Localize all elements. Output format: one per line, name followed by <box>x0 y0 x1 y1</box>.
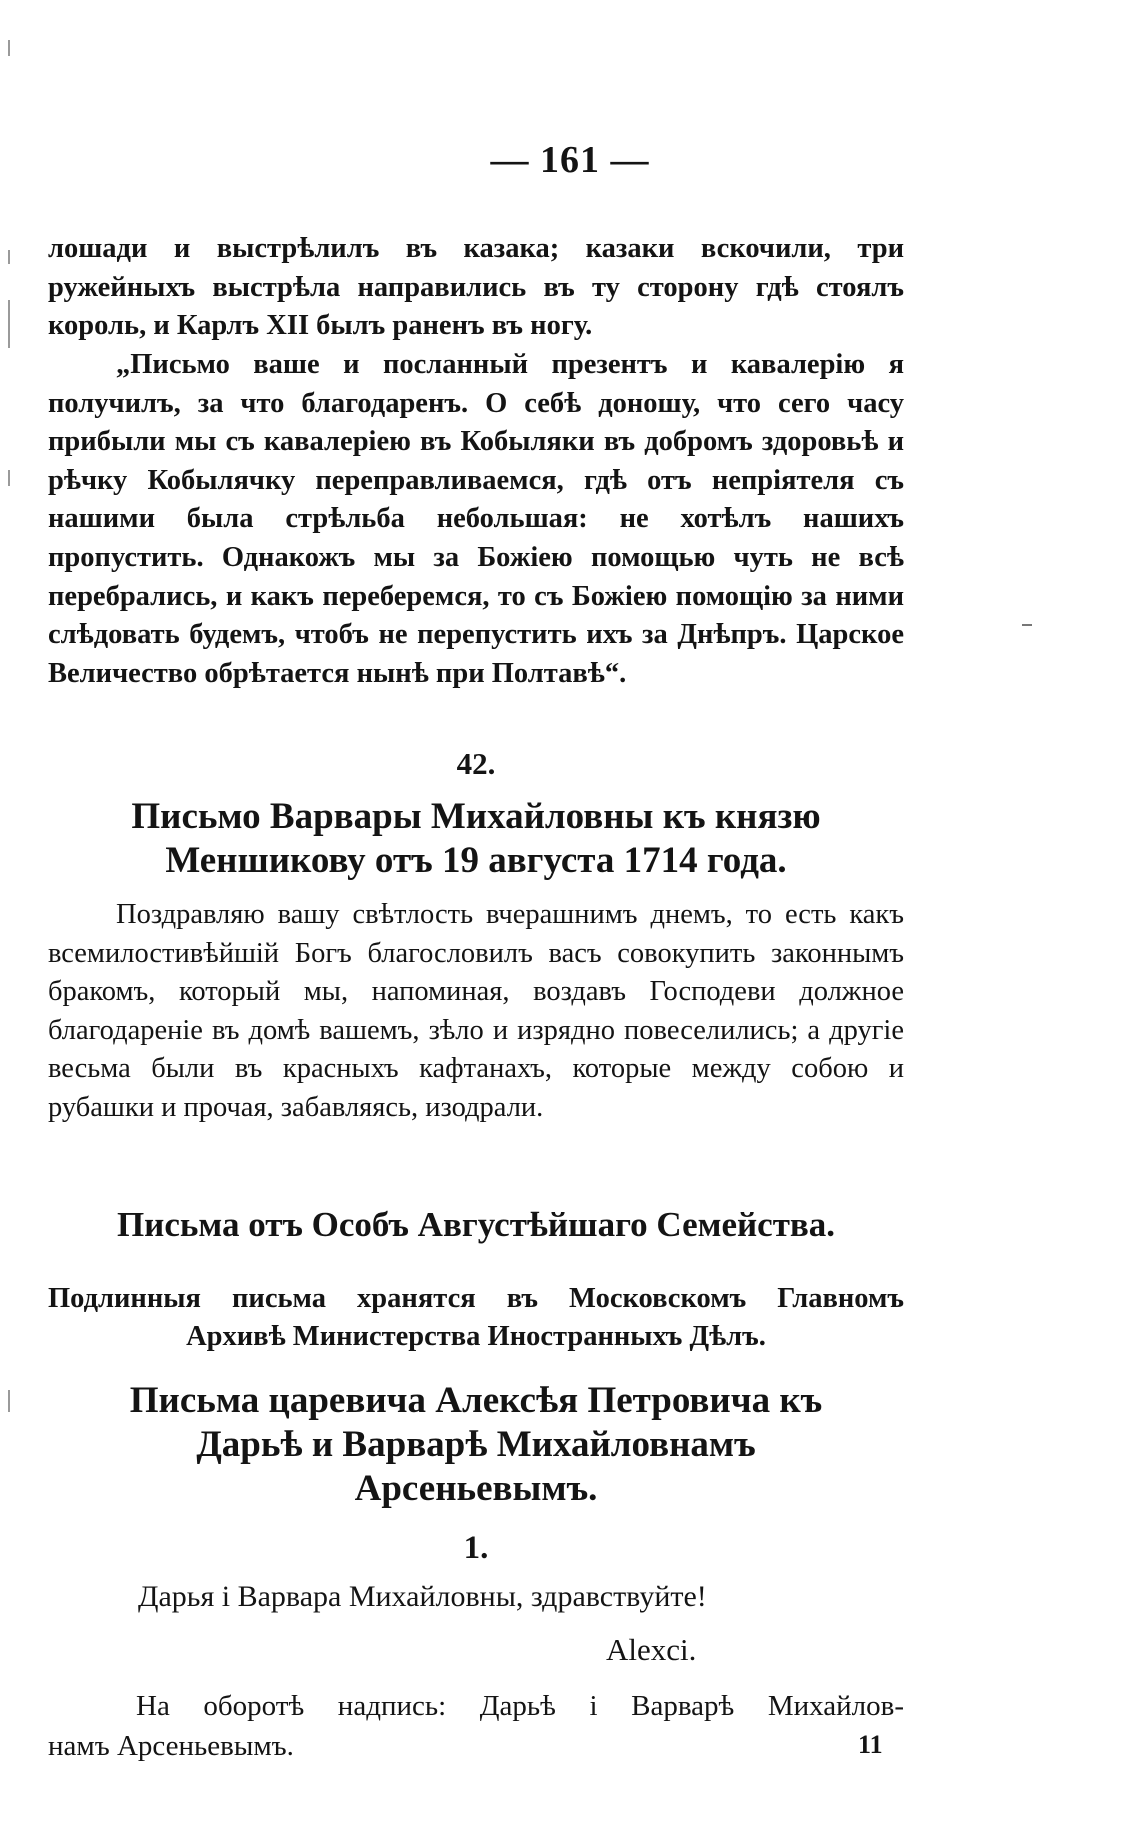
section-title: Письма отъ Особъ Августѣйшаго Семейства. <box>116 1205 836 1244</box>
letter-1-signature: Alexci. <box>606 1632 697 1667</box>
subsection-title-line2: Дарьѣ и Варварѣ Михайловнамъ <box>196 1424 756 1465</box>
letter-42-title-line2: Меншикову отъ 19 августа 1714 года. <box>165 840 787 881</box>
letter-1-number: 1. <box>463 1530 489 1566</box>
edge-mark <box>8 40 10 56</box>
subsection-title-line3: Арсеньевымъ. <box>354 1468 598 1509</box>
edge-mark <box>8 470 10 486</box>
letter-42-number: 42. <box>456 746 496 781</box>
section-note-block <box>48 1280 904 1356</box>
subsection-title-line1: Письма царевича Алексѣя Петровича къ <box>129 1380 823 1421</box>
endorsement-line2: намъ Арсеньевымъ. <box>48 1730 294 1762</box>
page-number: — 161 — <box>490 139 650 181</box>
letter-42-text: Поздравляю вашу свѣтлость вчерашнимъ днемъ, то есть какъ всемилостивѣйшій Богъ благословилъ васъ совокупить законнымъ бракомъ, который мы, напоминая, воздавъ Господеви должное благодареніе въ домѣ вашемъ, зѣло и изрядно повеселились; а другіе весьма были въ красныхъ кафтанахъ, которые между собою и рубашки и прочая, забавляясь, изодрали. <box>48 899 904 1123</box>
continued-paragraph: лошади и выстрѣлилъ въ казака; казаки вскочили, три ружейныхъ выстрѣла направились въ ту сторону гдѣ стоялъ король, и Карлъ XII былъ раненъ въ ногу. <box>48 233 904 342</box>
letter-42-text-block <box>48 896 904 1128</box>
sheet-signature: 11 <box>858 1730 883 1759</box>
section-note-line1: Подлинныя письма хранятся въ Московскомъ Главномъ <box>48 1283 904 1314</box>
continued-paragraph-block <box>48 230 904 346</box>
quoted-letter-block <box>48 346 904 693</box>
letter-42-title-line1: Письмо Варвары Михайловны къ князю <box>131 796 821 837</box>
section-note-line2: Архивѣ Министерства Иностранныхъ Дѣлъ. <box>186 1321 766 1352</box>
edge-mark <box>8 1390 10 1412</box>
letter-1-text: Дарья і Варвара Михайловны, здравствуйте! <box>138 1580 707 1613</box>
endorsement-line1: На оборотѣ надпись: Дарьѣ і Варварѣ Михайлов- <box>136 1690 904 1722</box>
edge-mark <box>8 300 10 348</box>
letter-1-text-block <box>48 1578 904 1616</box>
edge-mark <box>8 250 10 264</box>
quoted-letter: „Письмо ваше и посланный презентъ и кавалерію я получилъ, за что благодаренъ. О себѣ доношу, что сего часу прибыли мы съ кавалеріею въ Кобыляки въ добромъ здоровьѣ и рѣчку Кобылячку переправливаемся, гдѣ отъ непріятеля съ нашими была стрѣльба небольшая: не хотѣлъ нашихъ пропустить. Однакожъ мы за Божіею помощью чуть не всѣ перебрались, и какъ переберемся, то съ Божіею помощію за ними слѣдовать будемъ, чтобъ не перепустить ихъ за Днѣпръ. Царское Величество обрѣтается нынѣ при Полтавѣ“. <box>48 349 904 689</box>
stray-mark <box>1022 624 1032 626</box>
endorsement-block <box>48 1686 904 1766</box>
